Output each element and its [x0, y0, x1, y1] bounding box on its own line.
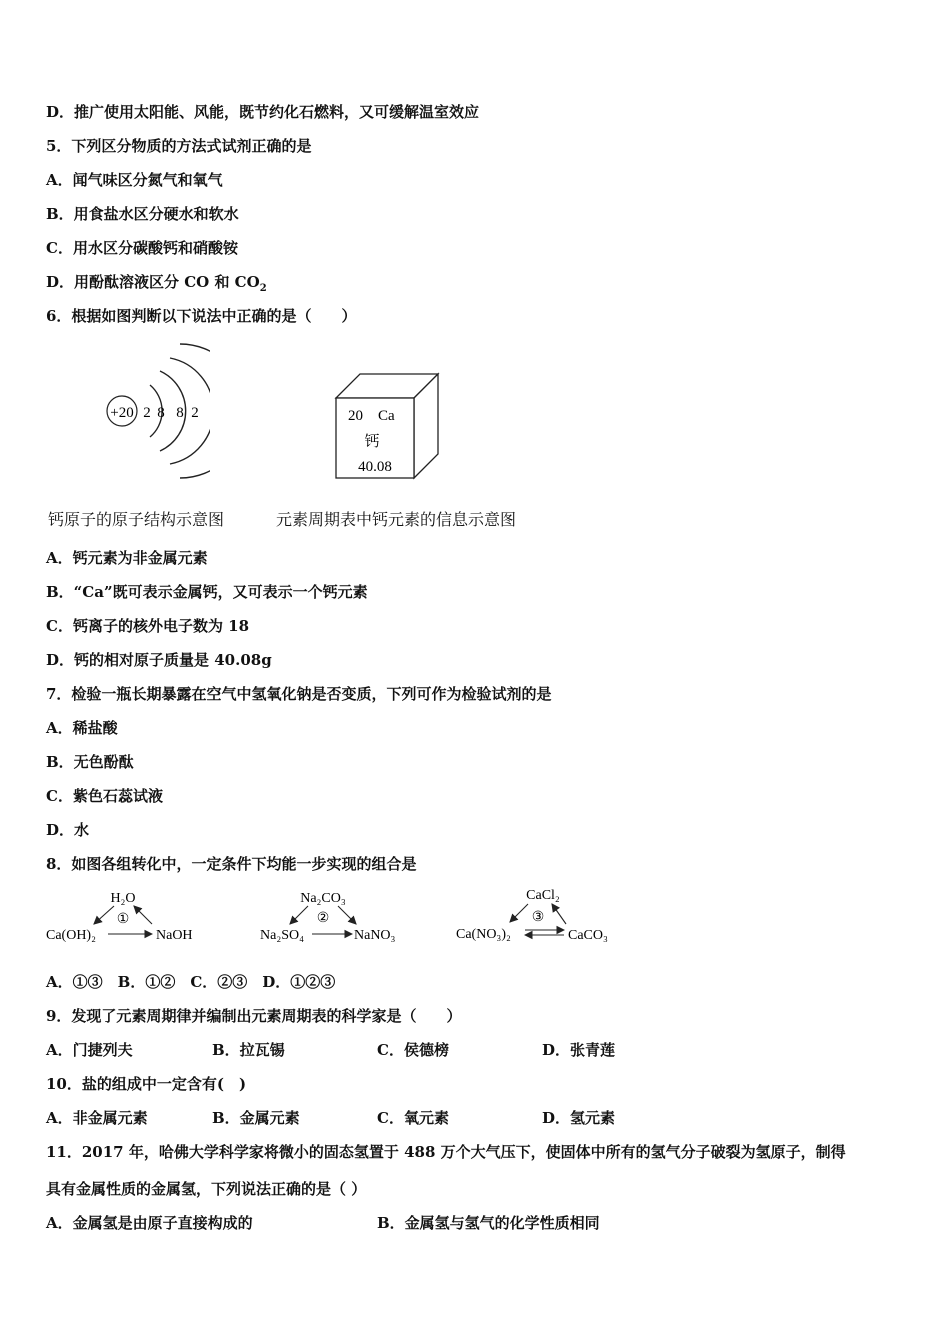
shell-electrons-4: 2	[191, 405, 199, 421]
q6-stem: 6．根据如图判断以下说法中正确的是（ ）	[46, 307, 357, 325]
shell-electrons-2: 8	[157, 405, 165, 421]
q7-option-c: C．紫色石蕊试液	[46, 787, 163, 805]
d3-left: Ca(NO₃)₂	[456, 927, 511, 942]
d2-number: ②	[316, 911, 330, 926]
d1-top: H₂O	[110, 891, 136, 906]
q9-stem: 9．发现了元素周期律并编制出元素周期表的科学家是（ ）	[46, 1007, 462, 1025]
q10-stem: 10．盐的组成中一定含有( )	[46, 1075, 247, 1093]
q5-option-d-text: D．用酚酞溶液区分 CO 和 CO	[46, 273, 260, 291]
conversion-diagram-2	[260, 891, 396, 943]
q6-option-d: D．钙的相对原子质量是 40.08g	[46, 651, 272, 669]
d1-left: Ca(OH)₂	[46, 928, 96, 943]
atomic-number: 20	[348, 408, 363, 424]
shell-electrons-1: 2	[143, 405, 151, 421]
q11-stem-line2: 具有金属性质的金属氢，下列说法正确的是（ ）	[46, 1180, 367, 1198]
element-name: 钙	[364, 434, 380, 450]
d1-number: ①	[116, 912, 130, 927]
d2-arrow-top-left	[290, 906, 308, 924]
conversion-diagram-3	[456, 888, 608, 943]
q7-option-d: D．水	[46, 821, 90, 839]
q6-option-b: B．“Ca”既可表示金属钙，又可表示一个钙元素	[46, 583, 368, 601]
caption-periodic-info: 元素周期表中钙元素的信息示意图	[276, 510, 517, 529]
q10-option-c: C．氧元素	[377, 1109, 449, 1127]
q5-option-c: C．用水区分碳酸钙和硝酸铵	[46, 239, 238, 257]
q5-stem: 5．下列区分物质的方法式试剂正确的是	[46, 137, 312, 155]
q5-option-d	[46, 272, 267, 299]
d3-arrow-right-top	[552, 904, 566, 924]
q8-options: A．①③ B．①② C．②③ D．①②③	[46, 973, 336, 991]
q10-option-a: A．非金属元素	[46, 1109, 148, 1127]
q11-option-b: B．金属氢与氢气的化学性质相同	[377, 1214, 600, 1232]
q7-option-b: B．无色酚酞	[46, 753, 134, 771]
q6-option-c: C．钙离子的核外电子数为 18	[46, 617, 250, 635]
q7-option-a: A．稀盐酸	[46, 719, 118, 737]
q5-option-b: B．用食盐水区分硬水和软水	[46, 205, 239, 223]
q8-stem: 8．如图各组转化中，一定条件下均能一步实现的组合是	[46, 855, 417, 873]
q5-option-d-subscript: 2	[259, 283, 267, 294]
d3-arrow-top-left	[510, 904, 528, 922]
element-symbol: Ca	[378, 408, 395, 424]
q7-stem: 7．检验一瓶长期暴露在空气中氢氧化钠是否变质，下列可作为检验试剂的是	[46, 685, 552, 703]
q11-option-a: A．金属氢是由原子直接构成的	[46, 1214, 253, 1232]
q6-option-a: A．钙元素为非金属元素	[46, 549, 208, 567]
shell-electrons-3: 8	[176, 405, 184, 421]
q11-stem-line1: 11．2017 年，哈佛大学科学家将微小的固态氢置于 488 万个大气压下，使固体中所有的氢气分子破裂为氢原子，制得	[46, 1143, 846, 1161]
q4-option-d: D．推广使用太阳能、风能，既节约化石燃料，又可缓解温室效应	[46, 103, 480, 121]
caption-atom-structure: 钙原子的原子结构示意图	[48, 510, 225, 529]
d3-right: CaCO₃	[568, 928, 608, 943]
q10-option-b: B．金属元素	[212, 1109, 300, 1127]
q5-option-a: A．闻气味区分氮气和氧气	[46, 171, 223, 189]
q9-option-c: C．侯德榜	[377, 1041, 449, 1059]
d1-right: NaOH	[156, 928, 193, 943]
d3-top: CaCl₂	[526, 888, 560, 903]
q9-option-b: B．拉瓦锡	[212, 1041, 285, 1059]
conversion-diagrams	[40, 884, 640, 950]
nucleus-charge: +20	[110, 405, 134, 421]
atomic-mass: 40.08	[358, 459, 392, 475]
q9-option-a: A．门捷列夫	[46, 1041, 133, 1059]
d2-right: NaNO₃	[354, 928, 396, 943]
q9-option-d: D．张青莲	[542, 1041, 616, 1059]
d2-top: Na₂CO₃	[300, 891, 346, 906]
q10-option-d: D．氢元素	[542, 1109, 616, 1127]
d2-arrow-top-right	[338, 906, 356, 924]
d1-arrow-right-top	[134, 906, 152, 924]
periodic-table-cell	[330, 370, 442, 480]
d1-arrow-top-left	[94, 906, 114, 924]
d3-number: ③	[531, 910, 545, 925]
conversion-diagram-1	[46, 891, 193, 943]
d2-left: Na₂SO₄	[260, 928, 304, 943]
atom-structure-diagram	[100, 336, 210, 486]
